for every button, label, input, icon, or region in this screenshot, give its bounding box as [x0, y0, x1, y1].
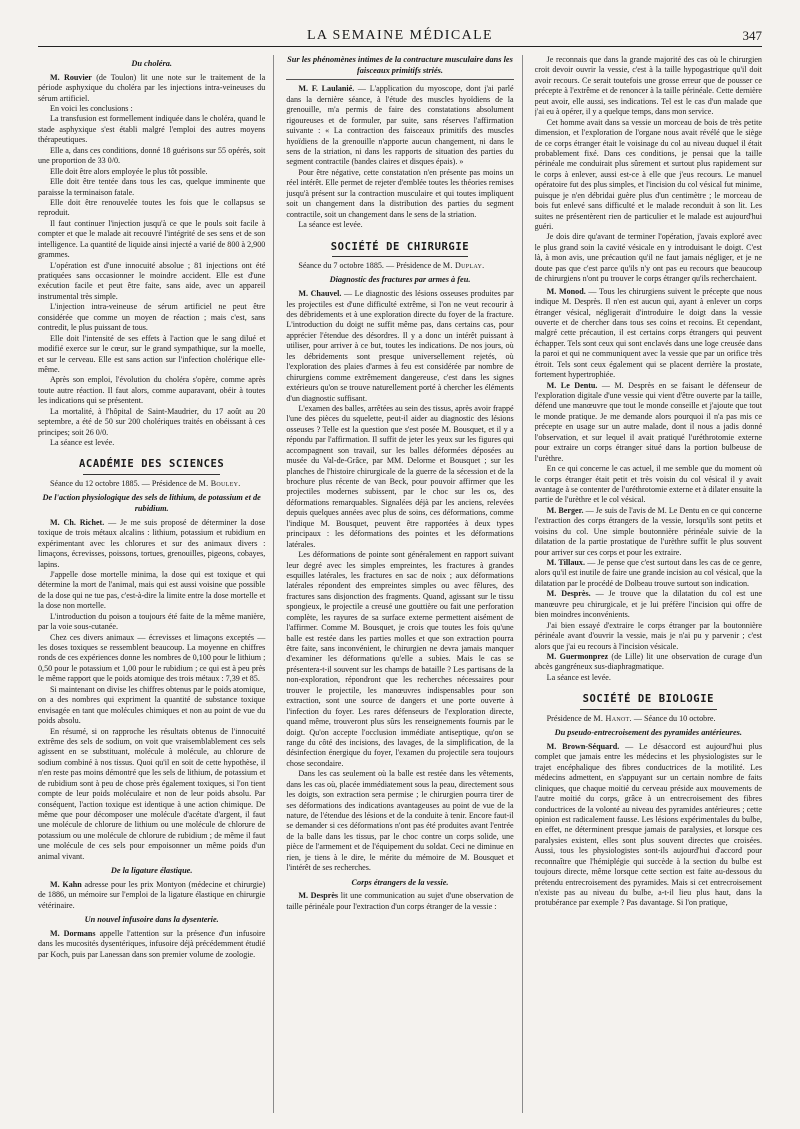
speaker-name: M. Brown-Séquard.	[546, 741, 620, 751]
article-pyramides	[535, 728, 762, 909]
article-title: Un nouvel infusoire dans la dysenterie.	[84, 915, 219, 925]
paragraph	[535, 652, 762, 673]
paragraph: J'appelle dose mortelle minima, la dose qui est toxique et qui détermine la mort de l'animal, mais qui est aussi voisine que possible de la dose qui ne tue pas, c'est-à-dire la limite entre la dose mortelle et la dose non mortelle.	[38, 569, 266, 611]
article-title: De la ligature élastique.	[110, 866, 193, 876]
paragraph-text: — Je me suis proposé de déterminer la dose toxique de trois métaux alcalins : lithium, potassium et rubidium en expérimentant avec les chlorures et sur des animaux divers : limaçons, écrevisses, poissons, tortues, grenouilles, pigeons, cobayes, lapins.	[38, 517, 266, 569]
paragraph: Il faut continuer l'injection jusqu'à ce que le pouls soit facile à compter et que le malade ait recouvré l'intégrité de ses sens et de son intelligence. La quantité de liquide ainsi injecté a varié de 800 à 2,900 grammes.	[38, 218, 266, 260]
meeting-line	[535, 714, 762, 724]
article-lithium	[38, 493, 265, 862]
paragraph-text: — Le diagnostic des lésions osseuses produites par les projectiles est d'une difficulté extrême, si l'on ne veut recourir à des débridements et à une exploration directe du foyer de la fracture. L'introduction du doigt ne suffit même pas, dans certains cas, pour apprécier l'étendue des désordres. Il y a donc un intérêt puissant à utiliser, pour arriver à ce but, toutes les indications. De nos jours, où les débridements sont presque universellement rejetés, où l'exploration des plaies d'armes à feu est considérée par nombre de chirurgiens comme extrêmement dangereuse, c'est dans les signes extérieurs qu'on se trouve naturellement porté à chercher les éléments d'un diagnostic suffisant.	[286, 289, 514, 403]
paragraph: L'introduction du poison a toujours été faite de la même manière, par la voie sous-cutanée.	[38, 611, 266, 632]
paragraph-text: — Tous les chirurgiens suivent le précepte que nous indique M. Desprès. Il n'en est aucun qui, ayant à enlever un corps étranger vésical, négligerait d'introduire le doigt dans la vessie ouverte et de chercher dans tous ses coins et recoins. Et cependant, malgré cette précaution, il est certains corps étrangers qui peuvent échapper. Tels sont ceux qui sont enclavés dans une loge creusée dans la paroi et qui ne communiquent avec la vessie que par un orifice très étroit. Tels sont ceux également qui se placent derrière la prostate, fortement hypertrophiée.	[534, 286, 762, 380]
speaker-name: M. Desprès.	[546, 589, 591, 599]
paragraph	[286, 891, 513, 912]
paragraph: La séance est levée.	[50, 438, 115, 447]
paragraph: Elle doit être alors employée le plus tôt possible.	[50, 166, 208, 176]
paragraph	[38, 73, 265, 104]
paragraph-text: (de Toulon) lit une note sur le traitement de la période asphyxique du choléra par les injections intra-veineuses du sérum artificiel.	[38, 72, 266, 103]
running-title: LA SEMAINE MÉDICALE	[306, 28, 494, 43]
paragraph: En ce qui concerne le cas actuel, il me semble que du moment où le corps étranger était petit et très voisin du col vésical il y avait avantage à se contenter de l'uréthrotomie externe et à dilater ensuite la partie de l'urèthre et le col vésical.	[534, 464, 762, 505]
article-ligature	[38, 866, 265, 911]
article-vessie	[286, 878, 513, 913]
paragraph: En résumé, si on rapproche les résultats obtenus de l'innocuité extrême des sels de sodium, on voit que vraisemblablement ces sels agissent en se substituant, molécule à molécule, au chlorure de sodium combiné à nos tissus. Quoi qu'il en soit de cette hypothèse, il n'en reste pas moins démontré que les sels de lithium, de potassium et de rubidium sont à peu de chose près également toxiques, si l'on tient compte de leur poids moléculaire et non de leur poids absolu. Par conséquent, l'action toxique est identique à une action chimique. De même que pour décomposer une molécule d'acétate d'argent, il faut une molécule de chlorure de lithium ou une molécule de chlorure de potassium ou une molécule de chlorure de rubidium ; de même il faut une molécule de ces sels pour empoisonner un même poids d'un animal vivant.	[38, 726, 266, 861]
article-infusoire	[38, 915, 265, 960]
speaker-name: M. Le Dentu.	[546, 380, 598, 390]
paragraph-text: appelle l'attention sur la présence d'un infusoire dans les mucosités dysentériques, infusoire déjà précédemment étudié par Koch, puis par Lanessan dans son premier volume de zoologie.	[38, 928, 266, 959]
section-rule	[83, 474, 219, 475]
article-fractures	[286, 275, 513, 873]
section-rule	[332, 256, 468, 257]
paragraph: La séance est levée.	[298, 220, 363, 230]
paragraph-text: — Le désaccord est aujourd'hui plus complet que jamais entre les médecins et les physiologistes sur le trajet encéphalique des fibres conductrices de la motilité. Les médecins admettent, en s'appuyant sur un certain nombre de faits cliniques, que chaque moitié du cerveau préside aux mouvements de l'autre moitié du corps, grâce à un entrecroisement des fibres conductrices de la volonté au niveau des pyramides antérieures ; cette opinion est radicalement fausse. Les lésions expérimentales du bulbe, en effet, ne déterminent presque jamais de paralysies, et lorsque ces paralysies existent, elles sont plus souvent directes que croisées. Aussi, tous les physiologistes sont-ils aujourd'hui d'accord pour reconnaître que l'hémiplégie qui succède à la section du bulbe est toujours directe, même lorsque cette section est faite au-dessous du prétendu entrecroisement des pyramides. Mais si cet entrecroisement n'existe pas au niveau du bulbe, a-t-il lieu plus haut, dans la protubérance par exemple ? Pas davantage. Si l'on pratique,	[534, 741, 762, 908]
meeting-president: M. Hanot.	[593, 713, 632, 723]
paragraph: J'ai bien essayé d'extraire le corps étranger par la boutonnière périnéale avant d'ouvrir la vessie, mais je n'ai pu y parvenir ; c'est alors que j'ai eu recours à l'incision vésicale.	[534, 620, 762, 651]
paragraph-text: — Je pense que c'est surtout dans les cas de ce genre, alors qu'il est inutile de faire une grande incision au col vésical, que la dilatation par le procédé de Dolbeau trouve surtout son indication.	[534, 558, 762, 588]
paragraph: La mortalité, à l'hôpital de Saint-Maudrier, du 17 août au 20 septembre, a été de 50 sur 200 cholériques traités en obéissant à ces principes; soit 26 0/0.	[38, 406, 266, 437]
paragraph: Elle doit l'intensité de ses effets à l'action que le sang dilué et modifié exerce sur le cœur, sur le grand sympathique, sur la moelle, et sur le cerveau. Elle est sans action sur l'infection cholérique elle-même.	[38, 333, 266, 374]
paragraph	[38, 929, 265, 960]
article-title: Sur les phénomènes intimes de la contracture musculaire dans les faisceaux primitifs striés.	[286, 55, 513, 80]
speaker-name: M. Monod.	[546, 286, 586, 296]
paragraph-text: — Je trouve que la dilatation du col est une manœuvre peu chirurgicale, et je lui préfère l'incision qui offre de bien moindres inconvénients.	[534, 589, 762, 620]
paragraph: Si maintenant on divise les chiffres obtenus par le poids atomique, on a des nombres qui expriment la quantité de substance toxique envisagée en tant que molécules chimiques et non au point de vue du poids absolu.	[38, 684, 266, 726]
page-number: 347	[742, 28, 762, 43]
paragraph: L'examen des balles, arrêtées au sein des tissus, après avoir frappé l'une des pièces du squelette, peut-il aider au diagnostic des lésions osseuses ? Telle est la question que s'est posée M. Bousquet, et il y a répondu par l'affirmation. Il suffit de jeter les yeux sur les figures qui accompagnent son travail, sur les balles déformées déposées au musée du Val-de-Grâce, par MM. Delorme et Bousquet ; sur les planches de l'histoire chirurgicale de la guerre de la sécession et de la brochure plus récente de van Beck, pour pouvoir affirmer que les projectiles modernes subissent, par le choc sur les os, des déformations remarquables. Signalées déjà par les anciens, relevées depuis quelques années avec plus de soins, ces déformations, comme l'indique M. Bousquet, peuvent être rapportées à deux types principaux : les déformations des pointes et les déformations latérales.	[286, 403, 514, 549]
speaker-name: M. F. Laulanié.	[298, 84, 355, 94]
meeting-tail: — Séance du 10 octobre.	[631, 713, 716, 723]
meeting-line	[286, 261, 513, 271]
paragraph-text: adresse pour les prix Montyon (médecine et chirurgie) de 1886, un mémoire sur l'emploi de la ligature élastique en chirurgie vétérinaire.	[38, 879, 266, 910]
article-vessie-continued	[535, 55, 762, 285]
paragraph: Les déformations de pointe sont généralement en rapport suivant leur degré avec les simples empreintes, les fractures à grandes esquilles latérales, les fractures en sac de noix ; aux déformations latérales répondent des empreintes simples ou avec fêlures, des fractures sans disjonction des fragments. Quand, agissant sur le tissu spongieux, le projectile a creusé une gouttière ou fait une perforation complète, les rayures de sa surface externe permettent aisément de l'affirmer. Comme M. Bousquet, je crois que toutes les fois qu'une balle est restée dans les parties molles et que son extraction pourra être faite, sans inconvénient, le chirurgien ne devra jamais manquer d'examiner les déformations qu'elle a subies. Mais le cas se présentera-t-il souvent sur les champs de bataille ? Les partisans de la non-exploration, répondront que les recherches nécessaires pour trouver le projectile, les manœuvres indispensables pour son extraction, sont une source de dangers et une porte ouverte à l'infection du foyer. Les rares défenseurs de l'exploration directe, quand même, trouveront plus sûrs les renseignements fournis par le doigt. Qu'on accepte l'occlusion immédiate antiseptique, qu'on se range du côté des incisions, des lavages, de la simplification, de la désinfection énergique du foyer, l'examen du projectile sera toujours chose secondaire.	[286, 550, 514, 768]
paragraph: Dans les cas seulement où la balle est restée dans les vêtements, dans les cas où, placée immédiatement sous la peau, directement sous les doigts, son extraction sera permise ; le chirurgien pourra tirer de ses déformations des indications avantageuses au point de vue de la nature, de l'étendue des lésions et de la conduite à tenir. Encore faut-il se demander si ces déformations n'ont pas été produites avant l'entrée de la balle dans les tissus, par le choc contre un corps solide, une pièce de l'armement et de l'équipement du soldat. Ceci ne diminue en rien, je tiens à le dire, le mérite du mémoire de M. Bousquet et l'intérêt de ses recherches.	[286, 769, 514, 873]
article-title: Du pseudo-entrecroisement des pyramides antérieures.	[554, 728, 742, 738]
paragraph: Je reconnais que dans la grande majorité des cas où le chirurgien croit devoir ouvrir la vessie, c'est à la taille hypogastrique qu'il doit avoir recours. Ce serait toutefois une grosse erreur que de pousser ce précepte à l'extrême et de renoncer à la taille périnéale. Cette dernière peut avoir, elle aussi, ses indications. Tel est le cas d'un malade que j'ai eu à opérer, il y a quelque temps, dans mon service.	[534, 55, 762, 117]
paragraph-text: (de Lille) lit une observation de curage d'un abcès gangréneux sus-diaphragmatique.	[534, 651, 762, 672]
speaker-name: M. Kahn	[50, 879, 82, 889]
paragraph	[286, 289, 513, 404]
paragraph	[535, 381, 762, 465]
column-right	[535, 55, 762, 1113]
meeting-line	[38, 479, 265, 489]
paragraph	[535, 558, 762, 589]
paragraph	[535, 742, 762, 909]
paragraph: La transfusion est formellement indiquée dans le choléra, quand le stade asphyxique s'est établi malgré l'emploi des autres moyens thérapeutiques.	[38, 114, 266, 145]
speaker-name: M. Tillaux.	[546, 558, 585, 567]
article-title: De l'action physiologique des sels de lithium, de potassium et de rubidium.	[42, 493, 261, 514]
article-title: Du choléra.	[131, 59, 172, 68]
meeting-president: M. Duplay.	[442, 261, 485, 271]
paragraph	[535, 589, 762, 620]
paragraph: Après son emploi, l'évolution du choléra s'opère, comme après toute autre réaction. Il faut alors, comme auparavant, obéir à toutes les indications qui se présentent.	[38, 375, 266, 406]
paragraph-text: — M. Desprès en se faisant le défenseur de l'exploration digitale d'une vessie qui vient d'être ouverte par la taille, défend une manœuvre que tout le monde conseille et j'ajoute que tout le monde pratique. Je me demande alors pourquoi il n'a pas mis ce précepte en usage sur un autre malade, dont il nous a jadis donné l'observation, et sur lequel il avait pratiqué l'uréthrotomie externe pour extraire un corps étranger situé dans la portion bulbeuse de l'urèthre.	[534, 380, 762, 463]
article-cholera	[38, 59, 265, 448]
paragraph: La séance est levée.	[546, 672, 611, 682]
paragraph: Cet homme avait dans sa vessie un morceau de bois de très petite dimension, et l'exploration de l'organe nous avait révélé que le siège de ce corps étranger était le voisinage du col au niveau duquel il était probablement fixé. Dans ces conditions, je pensai que la taille périnéale me conduirait plus sûrement et surtout plus rapidement sur le corps à enlever, aussi est-ce à elle que j'eus recours. Le manuel opératoire fut des plus simples, et l'incision du col vésical fut minime, puisque je n'en débridai guère plus d'un centimètre ; le morceau de bois fut enlevé sans difficulté et le malade reconduit à son lit. Les suites ne présentèrent rien de particulier et le malade est aujourd'hui guéri.	[534, 117, 762, 231]
article-title: Corps étrangers de la vessie.	[351, 877, 449, 887]
section-heading: ACADÉMIE DES SCIENCES	[78, 458, 225, 471]
speaker-name: M. Dormans	[50, 928, 96, 938]
paragraph: Pour être négative, cette constatation n'en présente pas moins un réel intérêt. Elle permet de rejeter d'emblée toutes les théories remises jusqu'à présent sur la contraction musculaire et qui toutes impliquent soit un changement dans la distribution des parties du segment contractile, soit un changement dans le sens de la striation.	[286, 167, 514, 219]
paragraph: L'opération est d'une innocuité absolue ; 81 injections ont été pratiquées sans occasionner le moindre accident. Elle est d'une exécution facile et peut être faite, sans aide, avec un appareil instrumental très simple.	[38, 260, 266, 301]
running-head	[38, 26, 762, 47]
paragraph: Je dois dire qu'avant de terminer l'opération, j'avais exploré avec le plus grand soin la cavité vésicale en y introduisant le doigt. C'est là, à mon avis, une précaution qu'il ne faut jamais négliger, et je ne doute pas que c'est parce qu'ils n'y ont pas eu recours que beaucoup de chirurgiens n'ont pu trouver le corps étranger qu'ils recherchaient.	[534, 232, 762, 284]
paragraph	[535, 287, 762, 381]
speaker-name: M. Desprès	[298, 891, 339, 901]
paragraph	[535, 506, 762, 558]
speaker-name: M. Chauvel.	[298, 289, 342, 299]
text-columns	[38, 55, 762, 1113]
paragraph-text: lit une communication au sujet d'une observation de taille périnéale pour l'extraction d'un corps étranger de la vessie :	[286, 891, 514, 911]
paragraph: Elle doit être tentée dans tous les cas, quelque imminente que paraisse la terminaison fatale.	[38, 177, 266, 197]
paragraph	[38, 518, 265, 570]
section-heading: SOCIÉTÉ DE BIOLOGIE	[582, 693, 715, 706]
paragraph: L'injection intra-veineuse de sérum artificiel ne peut être considérée que comme un moyen de réaction ; mais c'est, sans contredit, le plus puissant de tous.	[38, 302, 266, 333]
article-contracture	[286, 55, 513, 231]
article-title: Diagnostic des fractures par armes à feu.	[329, 275, 471, 285]
speaker-name: M. Ch. Richet.	[50, 517, 105, 527]
paragraph: En voici les conclusions :	[50, 104, 133, 113]
speaker-name: M. Berger.	[546, 505, 584, 515]
paragraph: Elle doit être renouvelée toutes les fois que le collapsus se reproduit.	[38, 197, 266, 218]
paragraph: Chez ces divers animaux — écrevisses et limaçons exceptés — les doses toxiques se ressemblent beaucoup. La moyenne en chiffres ronds de ces expériences donne les nombres de 0,100 pour le lithium ; 0,50 pour le potassium et 1,00 pour le rubidium ; ce qui est à peu près le même rapport que le poids atomique des trois métaux : 7,39 et 85.	[38, 632, 266, 684]
speaker-name: M. Guermonprez	[546, 651, 609, 661]
section-rule	[580, 709, 716, 710]
paragraph	[286, 84, 513, 168]
column-middle	[286, 55, 522, 1113]
paragraph-text: — Je suis de l'avis de M. Le Dentu en ce qui concerne l'extraction des corps étrangers de la vessie, lorsqu'ils sont petits et voisins du col. Une simple boutonnière périnéale suivie de la dilatation de la partie prostatique de l'urèthre suffit le plus souvent pour arriver sur ces corps et pour les extraire.	[534, 505, 762, 557]
section-heading: SOCIÉTÉ DE CHIRURGIE	[330, 240, 470, 253]
speaker-name: M. Rouvier	[50, 72, 92, 82]
paragraph: Elle a, dans ces conditions, donné 18 guérisons sur 55 opérés, soit une proportion de 33 0/0.	[38, 145, 266, 166]
meeting-text: Présidence de	[546, 713, 594, 723]
paragraph	[38, 880, 265, 911]
column-left	[38, 55, 274, 1113]
meeting-text: Séance du 7 octobre 1885. — Présidence de	[298, 261, 443, 271]
meeting-president: M. Bouley.	[198, 478, 241, 488]
meeting-text: Séance du 12 octobre 1885. — Présidence de	[50, 478, 199, 488]
paragraph-text: — L'application du myoscope, dont j'ai parlé dans la dernière séance, à l'étude des muscles hyoïdiens de la grenouille, m'a permis de faire des constatations absolument rigoureuses et de formuler, par suite, sans réserves l'affirmation suivante : « La contraction des faisceaux primitifs des muscles hyoïdiens de la grenouille n'apporte aucun changement, ni dans le sens de la striation, ni dans les rapports de situation des parties du segment contractile (bandes claires et disques épais). »	[286, 84, 514, 167]
